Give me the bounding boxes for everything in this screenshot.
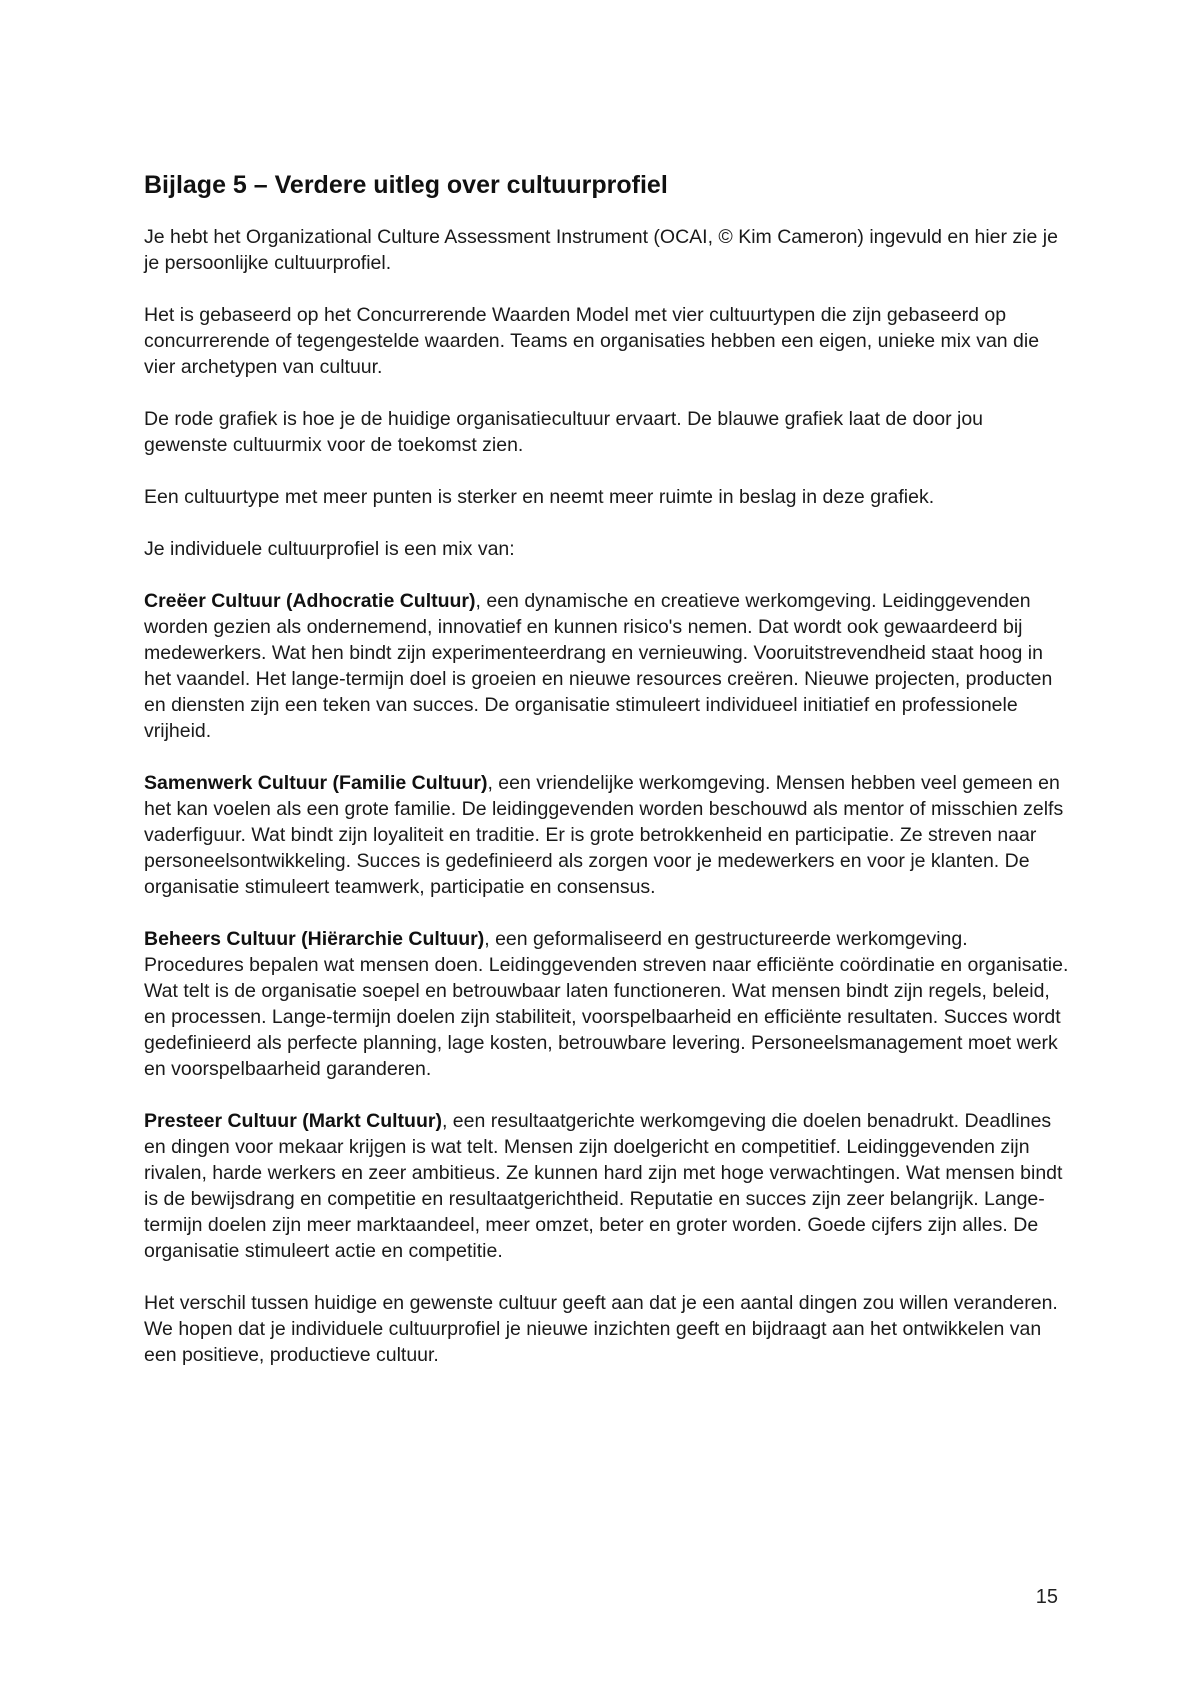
culture-type-control: [144, 926, 1069, 1082]
intro-paragraph-model: Het is gebaseerd op het Concurrerende Waarden Model met vier cultuurtypen die zijn gebaseerd op concurrerende of tegengestelde waarden. Teams en organisaties hebben een eigen, unieke mix van die vier archetypen van cultuur.: [144, 304, 1040, 379]
page-content: [144, 170, 1069, 1394]
culture-type-create: [144, 588, 1069, 744]
intro-paragraph-points: Een cultuurtype met meer punten is sterker en neemt meer ruimte in beslag in deze grafiek.: [144, 486, 935, 509]
page-title: Bijlage 5 – Verdere uitleg over cultuurprofiel: [144, 171, 668, 199]
page-number: 15: [1035, 1586, 1058, 1608]
culture-type-name: Creëer Cultuur (Adhocratie Cultuur): [144, 590, 476, 613]
culture-type-description: , een resultaatgerichte werkomgeving die doelen benadrukt. Deadlines en dingen voor mekaar krijgen is wat telt. Mensen zijn doelgericht en competitief. Leidinggevenden zijn rivalen, harde werkers en zeer ambitieus. Ze kunnen hard zijn met hoge verwachtingen. Wat mensen bindt is de bewijsdrang en competitie en resultaatgerichtheid. Reputatie en succes zijn zeer belangrijk. Lange-termijn doelen zijn meer marktaandeel, meer omzet, beter en groter worden. Goede cijfers zijn alles. De organisatie stimuleert actie en competitie.: [144, 1110, 1063, 1263]
closing-paragraph: Het verschil tussen huidige en gewenste cultuur geeft aan dat je een aantal dingen zou willen veranderen. We hopen dat je individuele cultuurprofiel je nieuwe inzichten geeft en bijdraagt aan het ontwikkelen van een positieve, productieve cultuur.: [144, 1292, 1058, 1367]
culture-type-description: , een vriendelijke werkomgeving. Mensen hebben veel gemeen en het kan voelen als een grote familie. De leidinggevenden worden beschouwd als mentor of misschien zelfs vaderfiguur. Wat bindt zijn loyaliteit en traditie. Er is grote betrokkenheid en participatie. Ze streven naar personeelsontwikkeling. Succes is gedefinieerd als zorgen voor je medewerkers en voor je klanten. De organisatie stimuleert teamwerk, participatie en consensus.: [144, 772, 1064, 899]
intro-paragraph-graphs: De rode grafiek is hoe je de huidige organisatiecultuur ervaart. De blauwe grafiek laat de door jou gewenste cultuurmix voor de toekomst zien.: [144, 408, 984, 457]
intro-paragraph-ocai: Je hebt het Organizational Culture Assessment Instrument (OCAI, © Kim Cameron) ingevuld en hier zie je je persoonlijke cultuurprofiel.: [144, 226, 1058, 275]
culture-type-compete: [144, 1108, 1069, 1264]
intro-paragraph-mix: Je individuele cultuurprofiel is een mix van:: [144, 538, 515, 561]
culture-type-name: Beheers Cultuur (Hiërarchie Cultuur): [144, 928, 485, 951]
culture-type-collaborate: [144, 770, 1069, 900]
culture-type-name: Samenwerk Cultuur (Familie Cultuur): [144, 772, 488, 795]
culture-type-description: , een geformaliseerd en gestructureerde werkomgeving. Procedures bepalen wat mensen doen. Leidinggevenden streven naar efficiënte coördinatie en organisatie. Wat telt is de organisatie soepel en betrouwbaar laten functioneren. Wat mensen bindt zijn regels, beleid, en processen. Lange-termijn doelen zijn stabiliteit, voorspelbaarheid en efficiënte resultaten. Succes wordt gedefinieerd als perfecte planning, lage kosten, betrouwbare levering. Personeelsmanagement moet werk en voorspelbaarheid garanderen.: [144, 928, 1069, 1081]
culture-type-description: , een dynamische en creatieve werkomgeving. Leidinggevenden worden gezien als ondernemend, innovatief en kunnen risico's nemen. Dat wordt ook gewaardeerd bij medewerkers. Wat hen bindt zijn experimenteerdrang en vernieuwing. Vooruitstrevendheid staat hoog in het vaandel. Het lange-termijn doel is groeien en nieuwe resources creëren. Nieuwe projecten, producten en diensten zijn een teken van succes. De organisatie stimuleert individueel initiatief en professionele vrijheid.: [144, 590, 1053, 743]
culture-type-name: Presteer Cultuur (Markt Cultuur): [144, 1110, 442, 1133]
